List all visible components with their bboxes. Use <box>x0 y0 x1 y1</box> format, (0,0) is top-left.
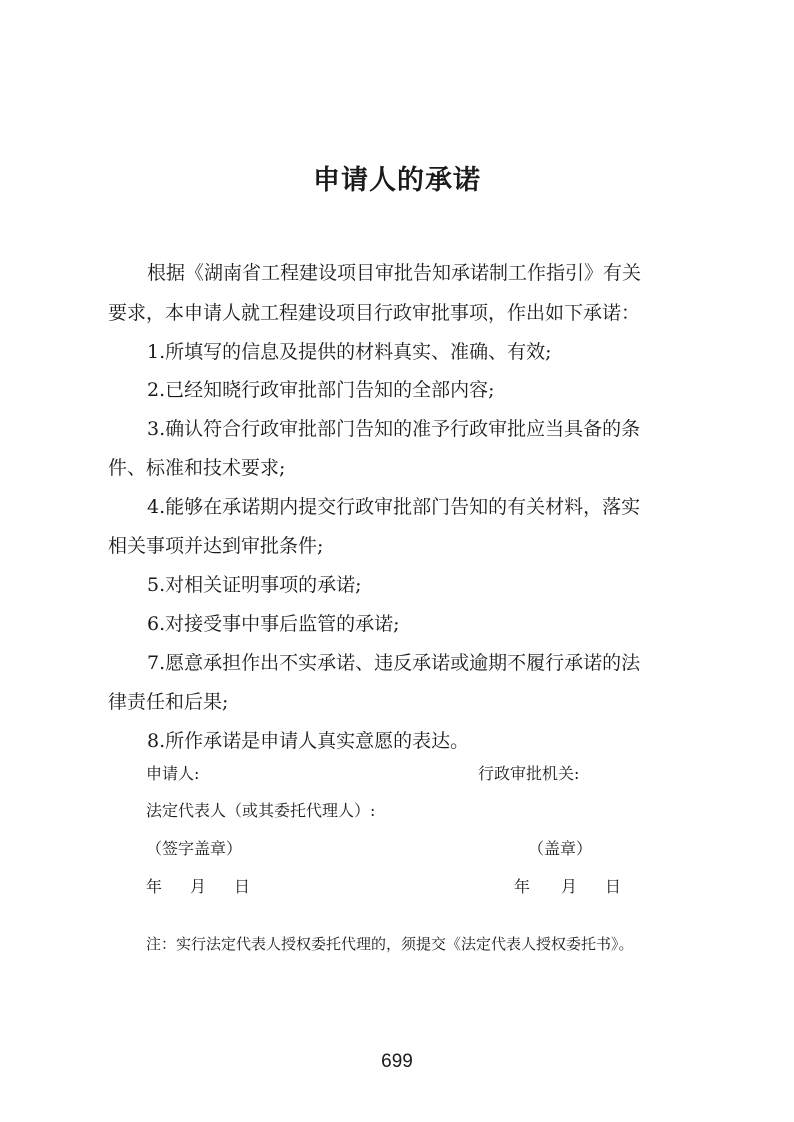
commitment-item-7-cont: 律责任和后果; <box>108 691 229 713</box>
commitment-item-4-cont: 相关事项并达到审批条件; <box>108 535 324 557</box>
commitment-item-7: 7.愿意承担作出不实承诺、违反承诺或逾期不履行承诺的法 <box>147 652 641 674</box>
seal-label: （盖章） <box>528 839 593 858</box>
commitment-item-3-cont: 件、标准和技术要求; <box>108 457 286 479</box>
sign-and-seal-label: （签字盖章） <box>146 839 243 858</box>
applicant-year-label: 年 <box>146 877 163 896</box>
commitment-item-2: 2.已经知晓行政审批部门告知的全部内容; <box>147 379 495 401</box>
agency-day-label: 日 <box>605 877 622 896</box>
page-number: 699 <box>381 1051 413 1072</box>
applicant-label: 申请人: <box>146 764 200 783</box>
commitment-item-4: 4.能够在承诺期内提交行政审批部门告知的有关材料，落实 <box>147 496 641 518</box>
commitment-item-8: 8.所作承诺是申请人真实意愿的表达。 <box>147 730 470 752</box>
commitment-item-6: 6.对接受事中事后监管的承诺; <box>147 613 400 635</box>
applicant-day-label: 日 <box>234 877 251 896</box>
agency-year-label: 年 <box>514 877 531 896</box>
intro-line-2: 要求，本申请人就工程建设项目行政审批事项，作出如下承诺： <box>108 302 641 324</box>
commitment-item-3: 3.确认符合行政审批部门告知的准予行政审批应当具备的条 <box>147 418 641 440</box>
applicant-month-label: 月 <box>190 877 207 896</box>
commitment-item-5: 5.对相关证明事项的承诺; <box>147 574 362 596</box>
agency-label: 行政审批机关: <box>478 764 580 783</box>
legal-representative-label: 法定代表人（或其委托代理人）: <box>146 801 376 820</box>
agency-month-label: 月 <box>561 877 578 896</box>
intro-line-1: 根据《湖南省工程建设项目审批告知承诺制工作指引》有关 <box>147 262 642 284</box>
footnote: 注：实行法定代表人授权委托代理的，须提交《法定代表人授权委托书》。 <box>146 935 634 953</box>
document-title: 申请人的承诺 <box>313 165 481 196</box>
commitment-item-1: 1.所填写的信息及提供的材料真实、准确、有效; <box>147 341 552 363</box>
